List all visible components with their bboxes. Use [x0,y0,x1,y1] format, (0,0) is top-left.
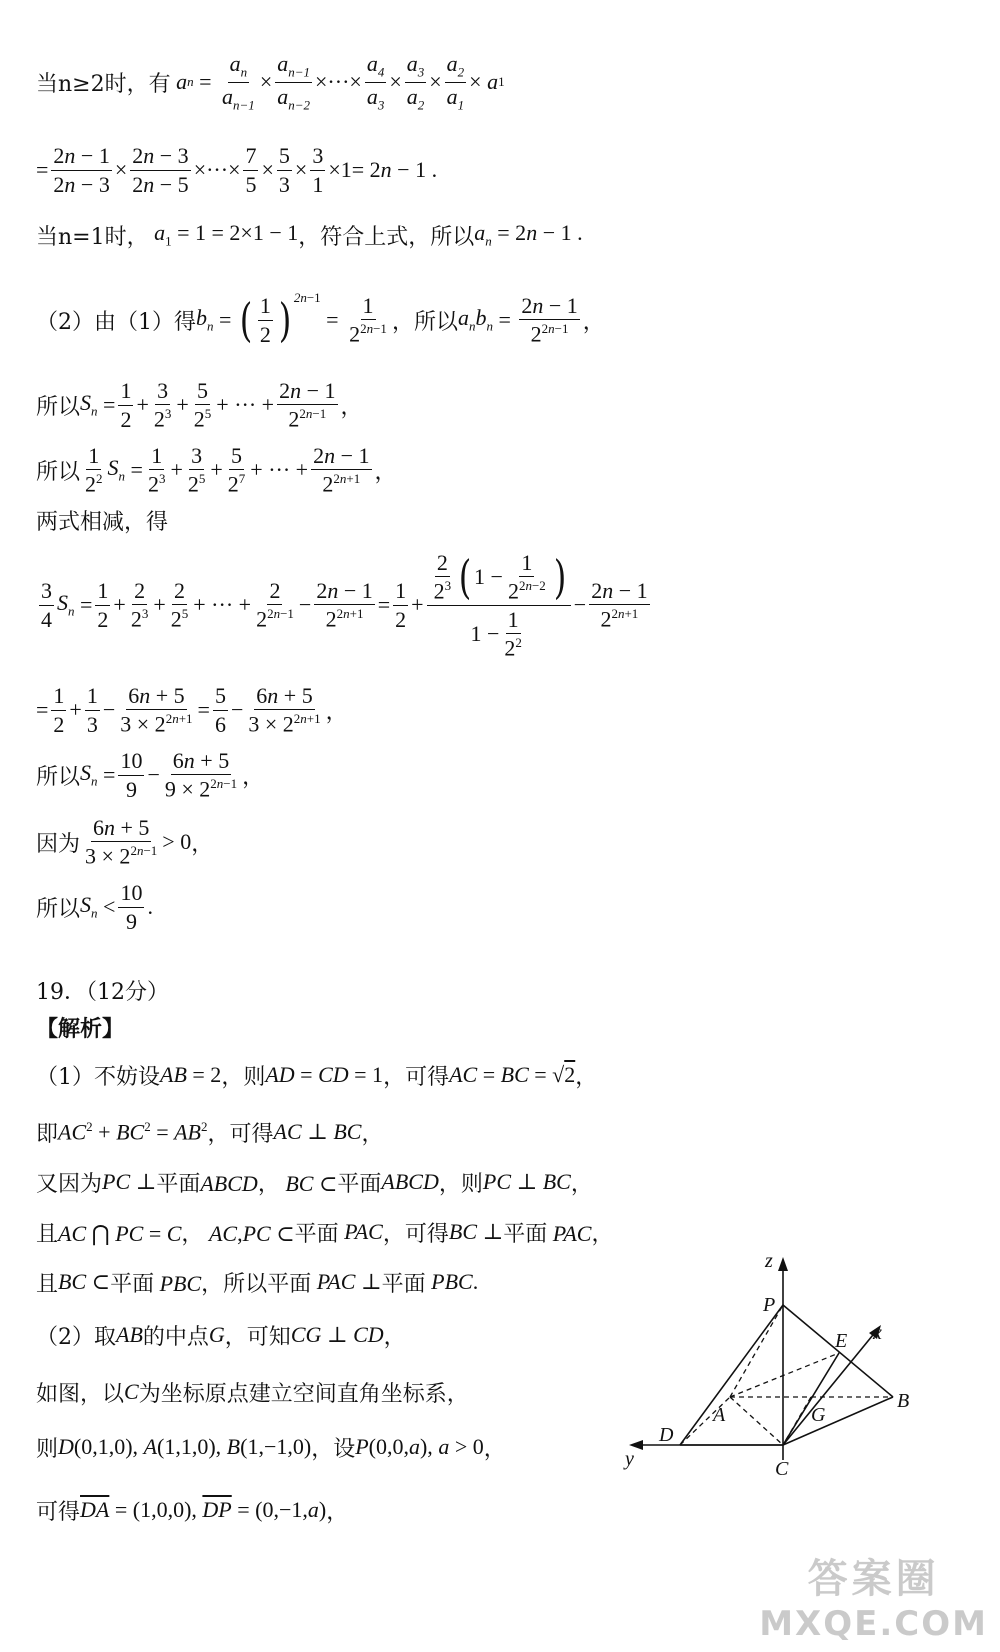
label-C: C [775,1458,789,1480]
text-rutu: 如图，以 [36,1381,125,1407]
part1-line-3: 又因为 PC ⊥ 平面 ABCD， BC ⊂ 平面 ABCD ，则 PC ⊥ BC ， [36,1165,593,1199]
text-so-4: 所以 [36,896,81,922]
question-19-label: 19．（12分） [36,979,169,1005]
text-p1-c: ，可得 [383,1064,450,1090]
label-x: x [873,1322,882,1344]
text-pingmian-3: 平面 [294,1221,339,1247]
text-pingmian-2: 平面 [337,1171,382,1197]
text-so-5: 所以 [223,1271,268,1297]
formula-line-4: （2）由（1）得 $b_n$ = ( $\frac{1}{2}$ ) $^{2n -1}$ = $\frac{1}{2^{2n-1}}$ ，所以 $a_nb_n$ = $\frac{2n - 1}{2^{2n-1}}$ ， [36,290,605,347]
formula-line-12: 所以 $S_n$ < $\frac{10}{9}$ . [36,880,153,934]
part2-line-2: 如图，以 C 为坐标原点建立空间直角坐标系， [36,1375,469,1409]
label-E: E [835,1330,848,1352]
watermark-top: 答案圈 [807,1556,940,1602]
formula-line-11: 因为 $\frac{6n + 5}{3 \times 2^{2n-1}}$ > 0 ， [36,815,214,869]
text-pingmian-1: 平面 [156,1171,201,1197]
text-kede-3: 可得 [36,1499,81,1525]
text-p1-a: （1）不妨设 [36,1064,160,1090]
text-fits: ，符合上式，所以 [298,224,475,250]
text-so-anbn: ，所以 [391,309,458,335]
label-D: D [659,1424,674,1446]
part2-line-4: 可得 $\overline{DA} = (1,0,0)$, $\overline{DP} = (0,-1,a)$ ， [36,1490,348,1530]
part1-line-5: 且 BC ⊂ 平面 PBC， 所以 平面 PAC ⊥ 平面 PBC. [36,1265,478,1299]
text-qie-1: 且 [36,1221,59,1247]
text-p2-b: 的中点 [142,1324,209,1350]
text-youyin: 又因为 [36,1171,103,1197]
text-she: ，设 [311,1436,356,1462]
part2-line-3: 则 D(0,1,0), A(1,1,0), B(1,−1,0) ，设 P(0,0,a), a > 0 ， [36,1430,506,1464]
pyramid-figure [615,1245,920,1485]
text-qie-2: 且 [36,1271,59,1297]
text-subtract [36,505,168,535]
text-so-2: 所以 [36,459,81,485]
label-B: B [897,1390,910,1412]
text-when-n-ge-2: 当n≥2时，有 [36,71,171,97]
text-so-3: 所以 [36,764,81,790]
formula-line-3: 当n=1时， $a_1 = 1 = 2\times 1 - 1$ ，符合上式，所以 $a_n = 2n - 1$ . [36,220,583,250]
part2-line-1: （2）取 AB 的中点 G ，可知 CG ⊥ CD ， [36,1318,406,1352]
formula-line-8: $\frac{3}{4}$ $S_n$ = $\frac{1}{2}$ + $\frac{2}{2^3}$ + $\frac{2}{2^5}$ + ··· + $\frac{2}{2^{2n-1}}$ − $\frac{2n - 1}{2^{2n+1}}$ = $\frac{1}{2}$ + $\frac{2}{2^3}$ ( 1 − $\frac{1}{2^{2n-2}}$ ) 1 − $\frac{1}{2^2}$ − $\frac{2n - 1}{2^{2n+1}}$ [41,549,648,660]
formula-line-10: 所以 $S_n$ = $\frac{10}{9}$ − $\frac{6n + 5}{9 \times 2^{2n-1}}$ ， [36,748,265,802]
text-p2-a: （2）取 [36,1324,116,1350]
text-kede-2: ，可得 [382,1221,449,1247]
text-so-1: 所以 [36,394,81,420]
label-P: P [763,1294,776,1316]
formula-line-6: 所以 $\frac{1}{2^2}$ $S_n$ = $\frac{1}{2^3}$ + $\frac{3}{2^5}$ + $\frac{5}{2^7}$ + ··· + $\frac{2n - 1}{2^{2n+1}}$ ， [36,443,397,497]
text-pingmian-7: 平面 [381,1271,426,1297]
analysis-header [36,1012,124,1042]
formula-line-1: 当n≥2时，有 a n = $\frac{a_n}{a_{n-1}}$ × $\frac{a_{n-1}}{a_{n-2}}$ ×···× $\frac{a_4}{a_3}$ × $\frac{a_3}{a_2}$ × $\frac{a_2}{a_1}$ × a 1 [36,51,505,112]
text-ze: ，则 [438,1171,483,1197]
formula-line-2: = $\frac{2n - 1}{2n - 3}$ × $\frac{2n - 3}{2n - 5}$ ×···× $\frac{7}{5}$ × $\frac{5}{3}$ × $\frac{3}{1}$ ×1= 2n − 1 . [36,143,438,197]
text-rutu-2: 为坐标原点建立空间直角坐标系， [138,1381,469,1407]
text-ze-coord: 则 [36,1436,59,1462]
watermark-text: MXQE.COM [759,1604,988,1644]
text-part2: （2）由（1）得 [36,309,196,335]
part1-line-1: （1）不妨设 AB = 2 ，则 AD = CD = 1 ，可得 AC = BC = √2 ， [36,1058,597,1092]
text-because: 因为 [36,831,81,857]
text-pingmian-6: 平面 [267,1271,312,1297]
part1-line-4: 且 AC ⋂ PC = C， AC,PC ⊂ 平面 PAC ，可得 BC ⊥ 平面 PAC， [36,1215,613,1249]
formula-line-9: = $\frac{1}{2}$ + $\frac{1}{3}$ − $\frac{6n + 5}{3 \times 2^{2n+1}}$ = $\frac{5}{6}$ − $\frac{6n + 5}{3 \times 2^{2n+1}}$ ， [36,683,348,737]
question-19-header [36,975,169,1005]
text-pingmian-5: 平面 [110,1271,155,1297]
text-p2-c: ，可知 [224,1324,291,1350]
label-y: y [625,1448,634,1470]
text-ji: 即 [36,1121,59,1147]
text-pingmian-4: 平面 [503,1221,548,1247]
formula-line-5: 所以 $S_n$ = $\frac{1}{2}$ + $\frac{3}{2^3}$ + $\frac{5}{2^5}$ + ··· + $\frac{2n - 1}{2^{2n-1}}$ ， [36,378,363,432]
text-kede: ，可得 [207,1121,274,1147]
label-z: z [765,1250,773,1272]
watermark [759,1547,988,1644]
text-p1-b: ，则 [221,1064,266,1090]
text-subtract-label: 两式相减，得 [36,509,169,535]
label-G: G [811,1404,826,1426]
analysis-label: 【解析】 [36,1015,125,1042]
label-A: A [713,1404,726,1426]
part1-line-2: 即 $AC^2 + BC^2 = AB^2$ ，可得 AC ⊥ BC ， [36,1115,383,1149]
text-when-n-eq-1: 当n=1时， [36,224,149,250]
